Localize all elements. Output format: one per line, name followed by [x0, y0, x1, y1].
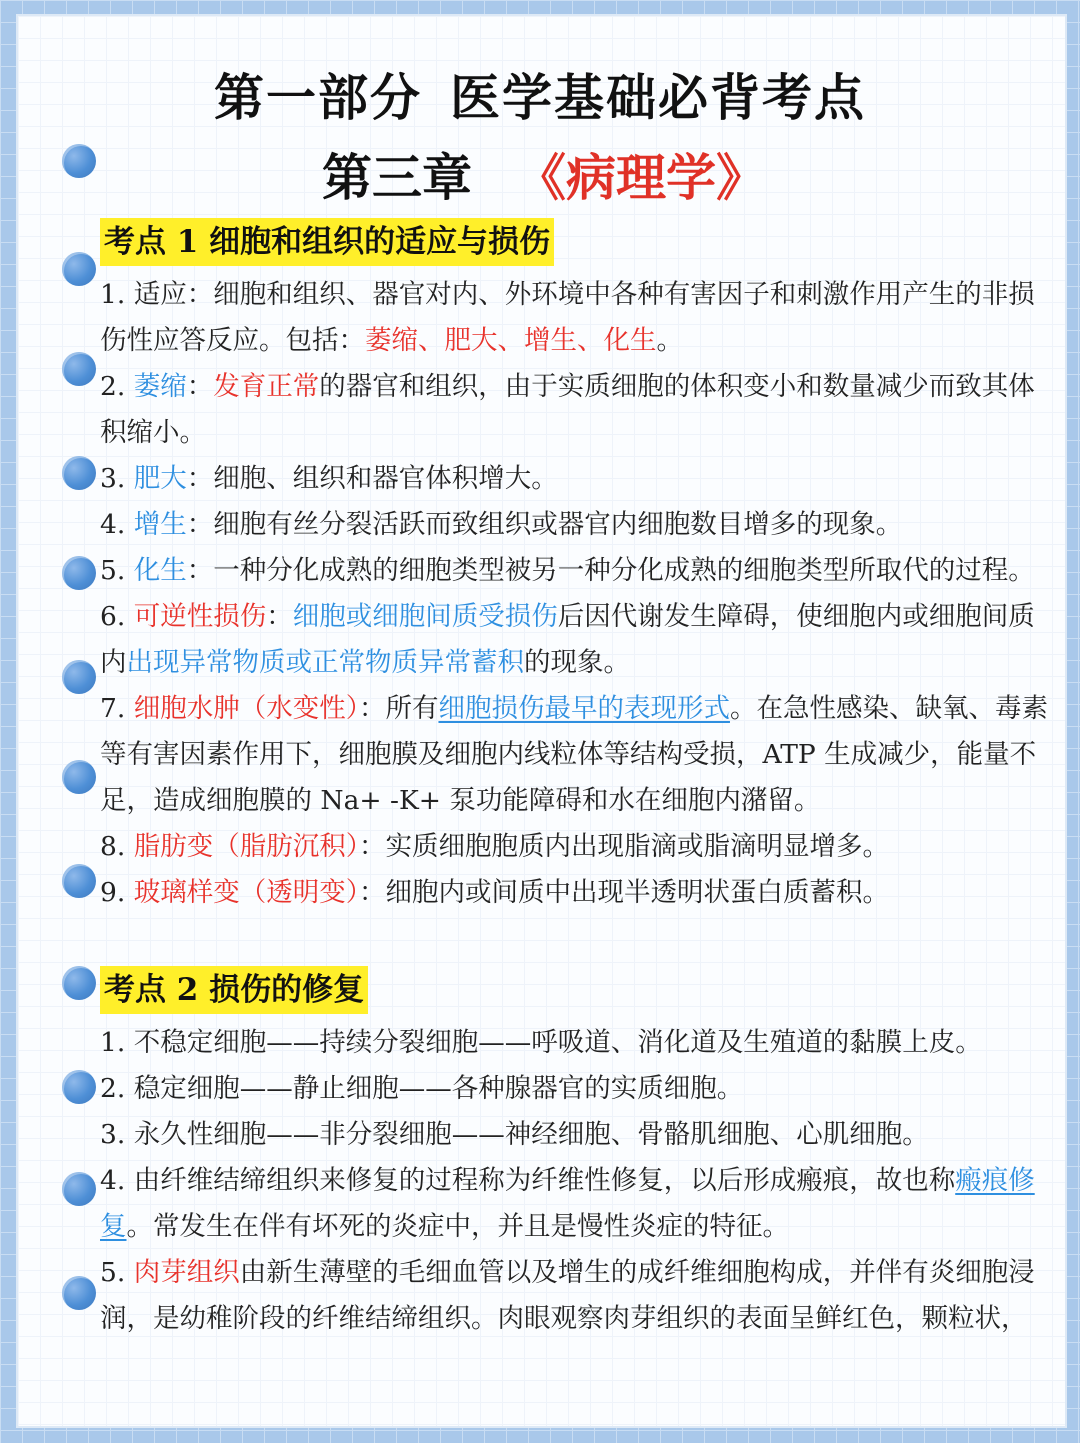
chapter-book: 《病理学》	[516, 148, 766, 207]
section1-heading: 考点 1 细胞和组织的适应与损伤	[100, 218, 554, 266]
title-part1: 第一部分	[214, 68, 422, 127]
notes-content	[100, 214, 1050, 1342]
binder-hole	[62, 1172, 96, 1206]
list-item: 2. 稳定细胞——静止细胞——各种腺器官的实质细胞。	[100, 1073, 744, 1104]
binder-hole	[62, 144, 96, 178]
chapter-number: 第三章	[322, 148, 472, 207]
page-title	[0, 58, 1080, 130]
list-item: 3. 永久性细胞——非分裂细胞——神经细胞、骨骼肌细胞、心肌细胞。	[100, 1119, 929, 1150]
list-item: 9. 玻璃样变（透明变）：细胞内或间质中出现半透明状蛋白质蓄积。	[100, 877, 889, 908]
binder-hole	[62, 660, 96, 694]
list-item: 5. 肉芽组织由新生薄壁的毛细血管以及增生的成纤维细胞构成，并伴有炎细胞浸润，是幼稚阶段的纤维结缔组织。肉眼观察肉芽组织的表面呈鲜红色，颗粒状，	[100, 1257, 1035, 1334]
chapter-heading	[322, 138, 766, 210]
binder-hole	[62, 1276, 96, 1310]
list-item: 6. 可逆性损伤：细胞或细胞间质受损伤后因代谢发生障碍，使细胞内或细胞间质内出现异常物质或正常物质异常蓄积的现象。	[100, 601, 1035, 678]
binder-hole	[62, 760, 96, 794]
binder-hole	[62, 864, 96, 898]
list-item: 4. 由纤维结缔组织来修复的过程称为纤维性修复，以后形成瘢痕，故也称瘢痕修复。常发生在伴有坏死的炎症中，并且是慢性炎症的特征。	[100, 1165, 1035, 1242]
binder-hole	[62, 352, 96, 386]
list-item: 3. 肥大：细胞、组织和器官体积增大。	[100, 463, 558, 494]
list-item: 8. 脂肪变（脂肪沉积）：实质细胞胞质内出现脂滴或脂滴明显增多。	[100, 831, 889, 862]
list-item: 1. 适应：细胞和组织、器官对内、外环境中各种有害因子和刺激作用产生的非损伤性应答反应。包括：萎缩、肥大、增生、化生。	[100, 279, 1035, 356]
list-item: 7. 细胞水肿（水变性）：所有细胞损伤最早的表现形式。在急性感染、缺氧、毒素等有害因素作用下，细胞膜及细胞内线粒体等结构受损，ATP 生成减少，能量不足，造成细胞膜的 Na+ -K+ 泵功能障碍和水在细胞内潴留。	[100, 693, 1048, 816]
binder-hole	[62, 456, 96, 490]
binder-hole	[62, 252, 96, 286]
list-item: 2. 萎缩：发育正常的器官和组织，由于实质细胞的体积变小和数量减少而致其体积缩小。	[100, 371, 1035, 448]
section2-heading: 考点 2 损伤的修复	[100, 966, 368, 1014]
list-item: 5. 化生：一种分化成熟的细胞类型被另一种分化成熟的细胞类型所取代的过程。	[100, 555, 1035, 586]
title-part2: 医学基础必背考点	[450, 68, 866, 127]
binder-hole	[62, 966, 96, 1000]
binder-holes	[62, 16, 102, 1426]
list-item: 1. 不稳定细胞——持续分裂细胞——呼吸道、消化道及生殖道的黏膜上皮。	[100, 1027, 982, 1058]
binder-hole	[62, 556, 96, 590]
list-item: 4. 增生：细胞有丝分裂活跃而致组织或器官内细胞数目增多的现象。	[100, 509, 903, 540]
binder-hole	[62, 1070, 96, 1104]
